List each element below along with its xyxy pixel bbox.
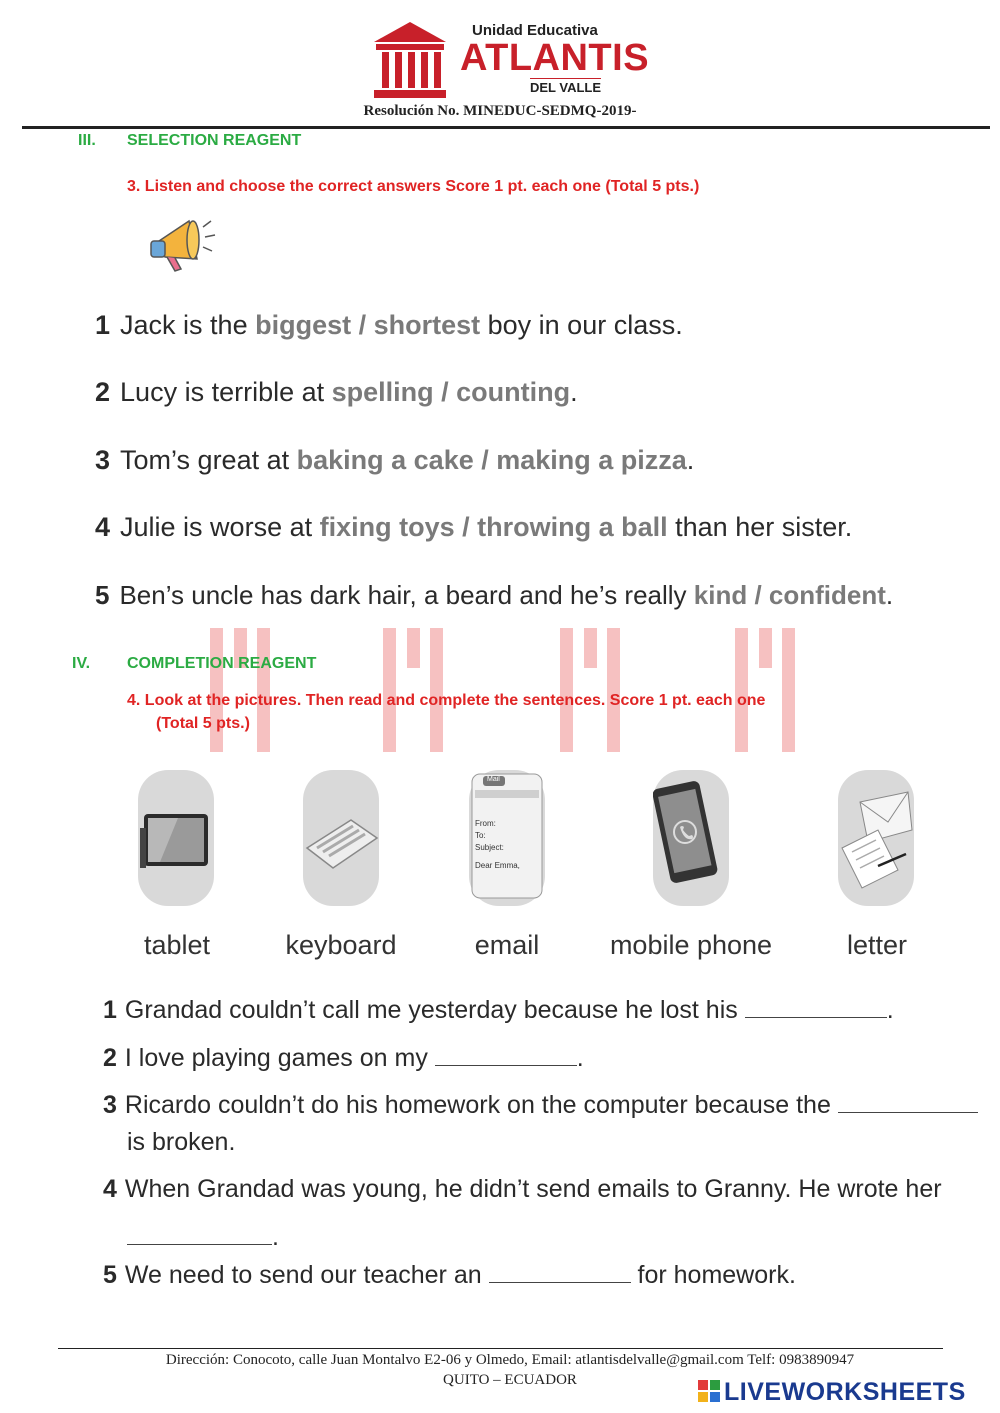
section-3-numeral: III. [78, 132, 96, 149]
mobile-phone-icon [653, 770, 729, 906]
answer-options[interactable]: spelling / counting [331, 377, 571, 407]
school-logo-icon [370, 20, 450, 100]
completion-item-cont: is broken. [127, 1128, 236, 1156]
email-tab-label: Mail [487, 776, 500, 783]
megaphone-icon[interactable] [145, 215, 220, 280]
section-3-instruction: 3. Listen and choose the correct answers Score 1 pt. each one (Total 5 pts.) [127, 178, 700, 195]
picture-label: keyboard [285, 930, 397, 960]
footer-divider [58, 1348, 943, 1349]
picture-card [138, 770, 214, 906]
tablet-icon [138, 770, 214, 906]
picture-card [838, 770, 914, 906]
email-fields: From: To: Subject: Dear Emma, [475, 819, 520, 870]
school-name: ATLANTIS [460, 37, 650, 79]
liveworksheets-badge-icon [698, 1380, 720, 1402]
answer-options[interactable]: kind / confident [693, 580, 886, 610]
picture-label: letter [846, 930, 908, 960]
section-4-numeral: IV. [72, 655, 91, 672]
header-divider [22, 126, 990, 129]
completion-item-cont: . [127, 1222, 279, 1252]
completion-item: 4 When Grandad was young, he didn’t send emails to Granny. He wrote her [103, 1175, 942, 1203]
section-4-instruction-cont: (Total 5 pts.) [156, 715, 250, 732]
footer-address: Dirección: Conocoto, calle Juan Montalvo E2-06 y Olmedo, Email: atlantisdelvalle@gmail.com Telf: 0983890947 [165, 1352, 855, 1368]
picture-card [303, 770, 379, 906]
picture-card [469, 770, 545, 906]
listening-item: 5 Ben’s uncle has dark hair, a beard and he’s really kind / confident. [95, 580, 894, 610]
school-location-label: DEL VALLE [530, 80, 602, 95]
listening-item: 2 Lucy is terrible at spelling / counting. [95, 377, 578, 407]
liveworksheets-logo[interactable]: LIVEWORKSHEETS [698, 1378, 966, 1407]
answer-options[interactable]: biggest / shortest [255, 310, 481, 340]
section-3-title: SELECTION REAGENT [127, 132, 302, 149]
picture-label: email [474, 930, 540, 960]
picture-label: mobile phone [609, 930, 773, 960]
listening-item: 4 Julie is worse at fixing toys / throwing a ball than her sister. [95, 512, 853, 542]
completion-item: 1 Grandad couldn’t call me yesterday because he lost his . [103, 996, 894, 1024]
answer-blank[interactable] [435, 1043, 577, 1066]
resolution-text: Resolución No. MINEDUC-SEDMQ-2019- [363, 103, 637, 119]
letter-icon [838, 770, 914, 906]
school-type-label: Unidad Educativa [472, 22, 598, 39]
section-4-title: COMPLETION REAGENT [127, 655, 317, 672]
answer-options[interactable]: fixing toys / throwing a ball [319, 512, 668, 542]
answer-blank[interactable] [838, 1090, 978, 1113]
footer-city: QUITO – ECUADOR [443, 1372, 577, 1388]
completion-item: 2 I love playing games on my . [103, 1044, 584, 1072]
answer-options[interactable]: baking a cake / making a pizza [296, 445, 687, 475]
picture-card [653, 770, 729, 906]
answer-blank[interactable] [745, 995, 887, 1018]
answer-blank[interactable] [127, 1222, 272, 1245]
completion-item: 3 Ricardo couldn’t do his homework on the computer because the [103, 1090, 978, 1120]
picture-label: tablet [143, 930, 211, 960]
keyboard-icon [303, 770, 379, 906]
answer-blank[interactable] [489, 1260, 631, 1283]
section-4-instruction: 4. Look at the pictures. Then read and complete the sentences. Score 1 pt. each one [127, 692, 766, 709]
listening-item: 3 Tom’s great at baking a cake / making a pizza. [95, 445, 695, 475]
completion-item: 5 We need to send our teacher an for homework. [103, 1261, 796, 1289]
listening-item: 1 Jack is the biggest / shortest boy in our class. [95, 310, 683, 340]
